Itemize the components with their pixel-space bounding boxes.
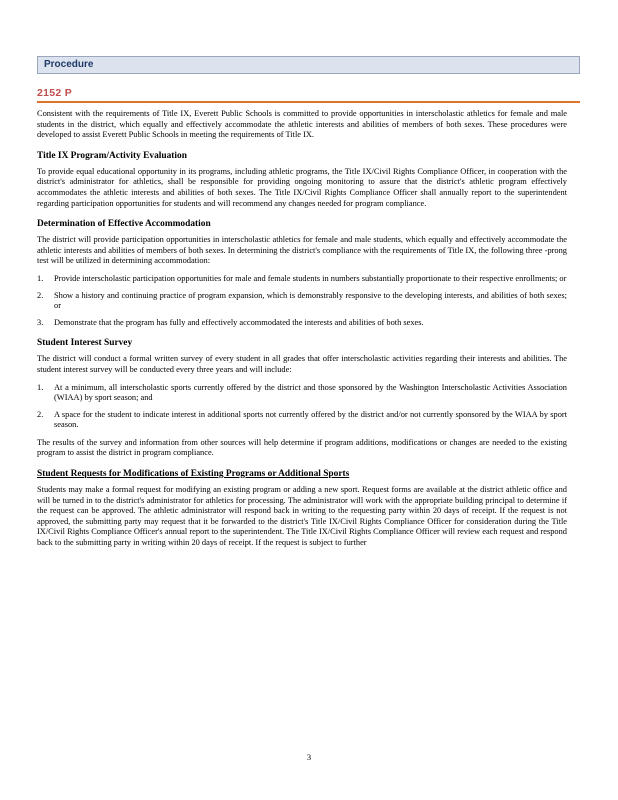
section-paragraph: Students may make a formal request for modifying an existing program or adding a new sport. Request forms are available at the district athletic office and will be turned in to the district's administrator for athletics for processing. The administrator will work with the appropriate building principal to determine if the request can be approved. The athletic administrator will respond back in writing to the requesting party within 20 days of receipt. If the request is not approved, the submitting party may request that it be forwarded to the district's Title IX/Civil Rights Compliance Officer for consideration during the Title IX/Civil Rights Compliance Officer's annual report to the superintendent. The Title IX/Civil Rights Compliance Officer will review each request and respond back to the submitting party in writing within 20 days of receipt. If the request is subject to further — [37, 485, 567, 548]
section-heading-accommodation: Determination of Effective Accommodation — [37, 219, 211, 230]
section-heading-requests: Student Requests for Modifications of Existing Programs or Additional Sports — [37, 469, 350, 480]
list-text: Show a history and continuing practice of program expansion, which is demonstrably responsive to the developing interests, and abilities of both sexes; or — [54, 290, 567, 311]
section-paragraph: To provide equal educational opportunity in its programs, including athletic programs, the Title IX/Civil Rights Compliance Officer, in cooperation with the district's administrator for athletics, shall be responsible for providing ongoing monitoring to assure that the district's athletic program effectively accommodates the athletic interests and abilities of both sexes. The Title IX/Civil Rights Compliance Officer shall annually report to the superintendent regarding participation opportunities for students and will recommend any changes needed for program compliance. — [37, 166, 567, 208]
list-item — [37, 383, 567, 404]
list-text: At a minimum, all interscholastic sports currently offered by the district and those sponsored by the Washington Interscholastic Activities Association (WIAA) by sport season; and — [54, 382, 567, 403]
list-item — [37, 291, 567, 312]
list-number: 3. — [37, 317, 44, 327]
section-paragraph: The district will conduct a formal written survey of every student in all grades that offer interscholastic activities regarding their interests and abilities. The student interest survey will be conducted every three years and will include: — [37, 354, 567, 374]
list-number: 2. — [37, 409, 44, 419]
policy-number: 2152 P — [37, 87, 73, 99]
list-item — [37, 410, 567, 431]
list-number: 2. — [37, 290, 44, 300]
list-number: 1. — [37, 273, 44, 283]
list-item — [37, 318, 567, 329]
list-item — [37, 274, 567, 285]
procedure-header-bar — [37, 56, 580, 74]
section-heading-evaluation: Title IX Program/Activity Evaluation — [37, 150, 187, 161]
intro-paragraph: Consistent with the requirements of Title IX, Everett Public Schools is committed to provide opportunities in interscholastic athletics for female and male students in the district, which equally and effectively accommodate the athletic interests and abilities of members of both sexes. These procedures were developed to assist Everett Public Schools in meeting the requirements of Title IX. — [37, 109, 567, 140]
procedure-label: Procedure — [44, 59, 94, 70]
section-paragraph: The results of the survey and information from other sources will help determine if program additions, modifications or changes are needed to the existing program to assist the district in program compliance. — [37, 437, 567, 458]
page-number: 3 — [306, 752, 312, 762]
list-text: Demonstrate that the program has fully and effectively accommodated the interests and abilities of both sexes. — [54, 317, 424, 327]
header-divider — [37, 101, 580, 103]
list-text: Provide interscholastic participation opportunities for male and female students in numbers substantially proportionate to their respective enrollments; or — [54, 273, 567, 283]
document-body — [37, 109, 567, 556]
list-text: A space for the student to indicate interest in additional sports not currently offered by the district and/or not currently sponsored by the WIAA by sport season. — [54, 409, 567, 430]
section-heading-survey: Student Interest Survey — [37, 338, 133, 349]
survey-list — [37, 383, 567, 431]
list-number: 1. — [37, 382, 44, 392]
accommodation-list — [37, 274, 567, 328]
section-paragraph: The district will provide participation opportunities in interscholastic athletics for female and male students, which equally and effectively accommodate the athletic interests and abilities of members of both sexes. In determining the district's compliance with the requirements of Title IX, the following three -prong test will be utilized in determining accommodation: — [37, 235, 567, 266]
